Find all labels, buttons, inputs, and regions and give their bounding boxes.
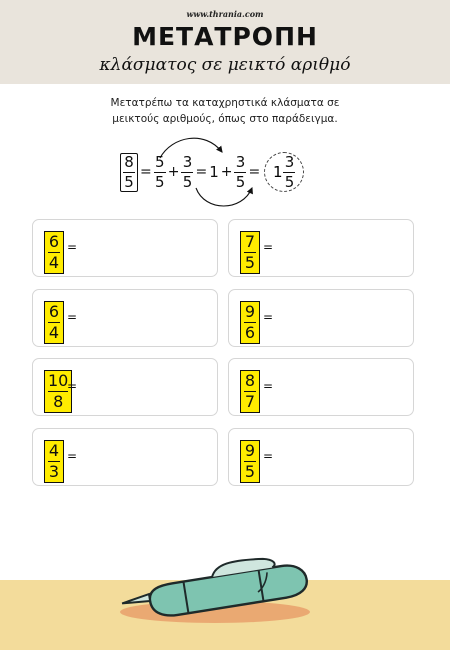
exercise-fraction: 6 4 [44, 301, 64, 344]
site-url: www.thrania.com [186, 9, 264, 19]
equals-sign: = [67, 240, 78, 254]
exercise-card[interactable] [32, 289, 218, 347]
exercise-fraction: 6 4 [44, 231, 64, 274]
exercise-card[interactable] [228, 289, 414, 347]
example-mixed-number: 1 $\frac{3}{5}$ [264, 152, 304, 192]
exercise-fraction: 9 5 [240, 440, 260, 483]
instructions-line-2: μεικτούς αριθμούς, όπως στο παράδειγμα. [112, 113, 338, 125]
exercise-fraction: 8 7 [240, 370, 260, 413]
exercise-card[interactable] [32, 358, 218, 416]
equals-sign: = [195, 164, 208, 180]
example-improper-fraction: $\frac{8}{5}$ [120, 153, 138, 192]
exercise-fraction: 7 5 [240, 231, 260, 274]
exercise-card[interactable] [228, 358, 414, 416]
plus-sign: + [167, 164, 180, 180]
equals-sign: = [263, 449, 274, 463]
exercise-fraction: 9 6 [240, 301, 260, 344]
equals-sign: = [67, 449, 78, 463]
exercise-fraction: 4 3 [44, 440, 64, 483]
example-arrows-icon [0, 0, 450, 240]
worked-example [120, 152, 304, 192]
equals-sign: = [263, 310, 274, 324]
equals-sign: = [263, 379, 274, 393]
example-fraction-remainder-2: $\frac{3}{5}$ [235, 152, 246, 191]
exercise-card[interactable] [32, 219, 218, 277]
example-fraction-remainder: $\frac{3}{5}$ [182, 152, 193, 191]
equals-sign: = [140, 164, 152, 180]
plus-sign: + [220, 164, 233, 180]
pen-illustration-icon [0, 540, 450, 650]
equals-sign: = [67, 379, 78, 393]
instructions-line-1: Μετατρέπω τα καταχρηστικά κλάσματα σε [110, 97, 340, 109]
equals-sign: = [248, 164, 261, 180]
exercise-card[interactable] [228, 219, 414, 277]
exercise-card[interactable] [32, 428, 218, 486]
page-subtitle: κλάσματος σε μεικτό αριθμό [99, 55, 351, 75]
exercise-card[interactable] [228, 428, 414, 486]
page-title: ΜΕΤΑΤΡΟΠΗ [132, 22, 318, 51]
equals-sign: = [67, 310, 78, 324]
exercise-fraction: 10 8 [44, 370, 72, 413]
example-fraction-whole-part: $\frac{5}{5}$ [154, 152, 165, 191]
example-whole: 1 [209, 163, 219, 181]
equals-sign: = [263, 240, 274, 254]
